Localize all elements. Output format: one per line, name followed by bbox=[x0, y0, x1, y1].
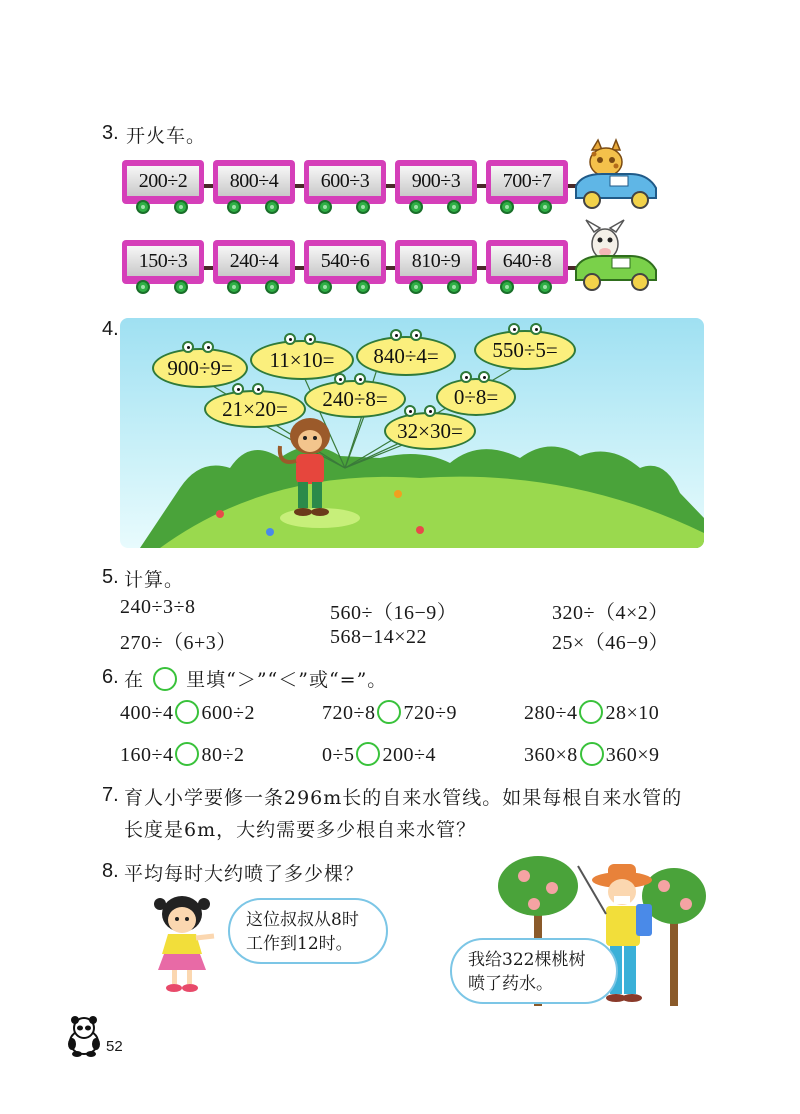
train-car-expression: 200÷2 bbox=[127, 166, 199, 196]
compare-item bbox=[120, 700, 255, 725]
locomotive-goat bbox=[572, 216, 662, 294]
compare-item bbox=[120, 742, 244, 767]
balloon-expression: 240÷8= bbox=[304, 380, 406, 418]
calc-expression: 270÷（6+3） bbox=[120, 632, 237, 654]
compare-left: 400÷4 bbox=[120, 702, 174, 724]
monkey-illustration bbox=[270, 416, 360, 526]
q8-number: 8. bbox=[102, 860, 119, 882]
balloon-expression: 550÷5= bbox=[474, 330, 576, 370]
train-car-expression: 640÷8 bbox=[491, 246, 563, 276]
compare-item bbox=[322, 742, 436, 767]
balloon-expression: 21×20= bbox=[204, 390, 306, 428]
compare-answer-circle[interactable] bbox=[579, 700, 603, 724]
q3-title: 开火车。 bbox=[126, 125, 207, 147]
train-car bbox=[486, 160, 568, 204]
balloon-expression: 0÷8= bbox=[436, 378, 516, 416]
compare-answer-circle[interactable] bbox=[377, 700, 401, 724]
panda-icon bbox=[64, 1014, 104, 1058]
calc-expression: 25×（46−9） bbox=[552, 632, 670, 654]
q4-number: 4. bbox=[102, 318, 119, 340]
train-car bbox=[122, 240, 204, 284]
calc-expression: 568−14×22 bbox=[330, 626, 428, 648]
man-speech-line1: 我给322棵桃树 bbox=[468, 950, 586, 970]
balloon-scene bbox=[120, 318, 704, 548]
train-car-expression: 540÷6 bbox=[309, 246, 381, 276]
compare-right: 200÷4 bbox=[382, 744, 436, 766]
balloon-expression: 32×30= bbox=[384, 412, 476, 450]
train-car bbox=[486, 240, 568, 284]
balloon-expression: 840÷4= bbox=[356, 336, 456, 376]
compare-right: 720÷9 bbox=[403, 702, 457, 724]
balloon-expression: 900÷9= bbox=[152, 348, 248, 388]
compare-right: 600÷2 bbox=[201, 702, 255, 724]
train-car-expression: 150÷3 bbox=[127, 246, 199, 276]
compare-circle-icon bbox=[153, 667, 177, 691]
girl-speech-line1: 这位叔叔从8时 bbox=[246, 910, 359, 930]
compare-answer-circle[interactable] bbox=[175, 700, 199, 724]
calc-expression: 240÷3÷8 bbox=[120, 596, 196, 618]
page-number: 52 bbox=[106, 1038, 123, 1055]
train-car-expression: 900÷3 bbox=[400, 166, 472, 196]
train-car-expression: 800÷4 bbox=[218, 166, 290, 196]
train-car bbox=[304, 160, 386, 204]
train-car-expression: 240÷4 bbox=[218, 246, 290, 276]
q7-line1: 育人小学要修一条296m长的自来水管线。如果每根自来水管的 bbox=[124, 787, 683, 809]
q6-title-pre: 在 bbox=[124, 669, 145, 691]
q5-number: 5. bbox=[102, 566, 119, 588]
balloon-expression: 11×10= bbox=[250, 340, 354, 380]
compare-left: 720÷8 bbox=[322, 702, 376, 724]
compare-answer-circle[interactable] bbox=[175, 742, 199, 766]
train-car bbox=[395, 240, 477, 284]
train-car-expression: 810÷9 bbox=[400, 246, 472, 276]
q6-title-post: 里填“＞”“＜”或“=”。 bbox=[186, 669, 388, 691]
calc-expression: 560÷（16−9） bbox=[330, 602, 458, 624]
compare-right: 28×10 bbox=[605, 702, 660, 724]
q3-number: 3. bbox=[102, 122, 119, 144]
compare-answer-circle[interactable] bbox=[580, 742, 604, 766]
man-speech-line2: 喷了药水。 bbox=[468, 974, 553, 994]
girl-speech-bubble bbox=[228, 898, 388, 964]
train-car bbox=[395, 160, 477, 204]
train-car bbox=[213, 160, 295, 204]
locomotive-giraffe bbox=[572, 136, 662, 212]
compare-right: 80÷2 bbox=[201, 744, 245, 766]
man-speech-bubble bbox=[450, 938, 618, 1004]
compare-item bbox=[322, 700, 457, 725]
compare-left: 360×8 bbox=[524, 744, 578, 766]
compare-left: 280÷4 bbox=[524, 702, 578, 724]
train-car bbox=[213, 240, 295, 284]
q8-title: 平均每时大约喷了多少棵？ bbox=[124, 863, 365, 885]
compare-item bbox=[524, 742, 660, 767]
train-car-expression: 700÷7 bbox=[491, 166, 563, 196]
q6-title bbox=[124, 665, 387, 692]
compare-left: 0÷5 bbox=[322, 744, 355, 766]
compare-right: 360×9 bbox=[605, 744, 660, 766]
compare-item bbox=[524, 700, 659, 725]
girl-speech-line2: 工作到12时。 bbox=[246, 934, 353, 954]
q6-number: 6. bbox=[102, 666, 119, 688]
q7-line2: 长度是6m，大约需要多少根自来水管？ bbox=[124, 819, 477, 841]
compare-left: 160÷4 bbox=[120, 744, 174, 766]
train-car-expression: 600÷3 bbox=[309, 166, 381, 196]
train-car bbox=[122, 160, 204, 204]
girl-illustration bbox=[146, 892, 222, 996]
train-car bbox=[304, 240, 386, 284]
q7-number: 7. bbox=[102, 784, 119, 806]
calc-expression: 320÷（4×2） bbox=[552, 602, 669, 624]
compare-answer-circle[interactable] bbox=[356, 742, 380, 766]
q5-title: 计算。 bbox=[124, 569, 185, 591]
